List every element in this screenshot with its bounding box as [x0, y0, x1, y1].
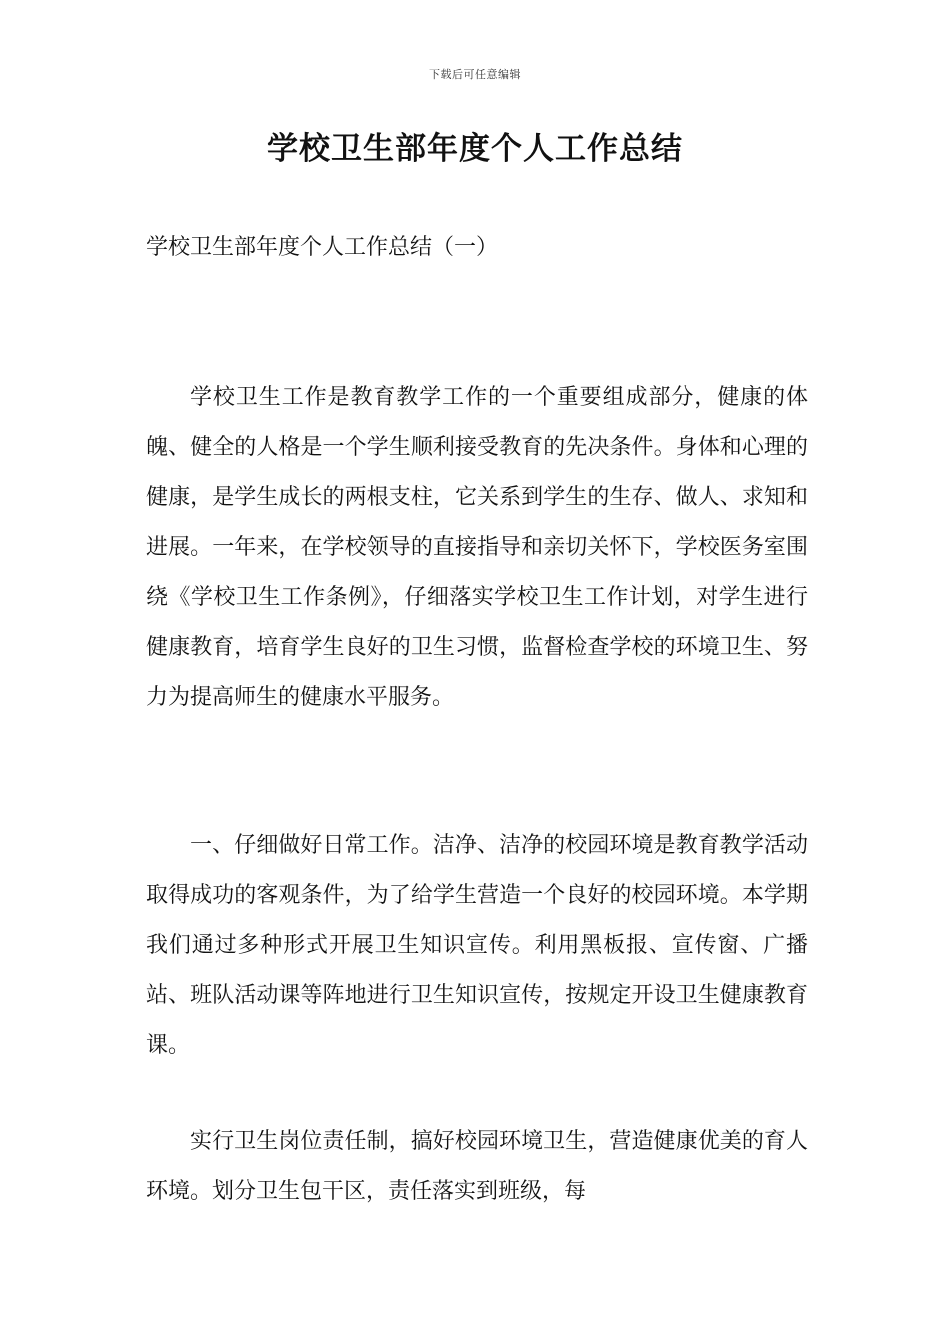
header-note: 下载后可任意编辑: [429, 68, 521, 81]
paragraph-daily-work: 一、仔细做好日常工作。洁净、洁净的校园环境是教育教学活动取得成功的客观条件，为了给学生营造一个良好的校园环境。本学期我们通过多种形式开展卫生知识宣传。利用黑板报、宣传窗、广播站、班队活动课等阵地进行卫生知识宣传，按规定开设卫生健康教育课。: [146, 833, 808, 1058]
document-title: 学校卫生部年度个人工作总结: [267, 131, 683, 167]
paragraph-responsibility: 实行卫生岗位责任制，搞好校园环境卫生，营造健康优美的育人环境。划分卫生包干区，责任落实到班级，每: [146, 1129, 808, 1204]
section-subtitle: 学校卫生部年度个人工作总结（一）: [146, 235, 499, 260]
paragraph-intro: 学校卫生工作是教育教学工作的一个重要组成部分，健康的体魄、健全的人格是一个学生顺利接受教育的先决条件。身体和心理的健康，是学生成长的两根支柱，它关系到学生的生存、做人、求知和进展。一年来，在学校领导的直接指导和亲切关怀下，学校医务室围绕《学校卫生工作条例》，仔细落实学校卫生工作计划，对学生进行健康教育，培育学生良好的卫生习惯，监督检查学校的环境卫生、努力为提高师生的健康水平服务。: [146, 385, 808, 710]
